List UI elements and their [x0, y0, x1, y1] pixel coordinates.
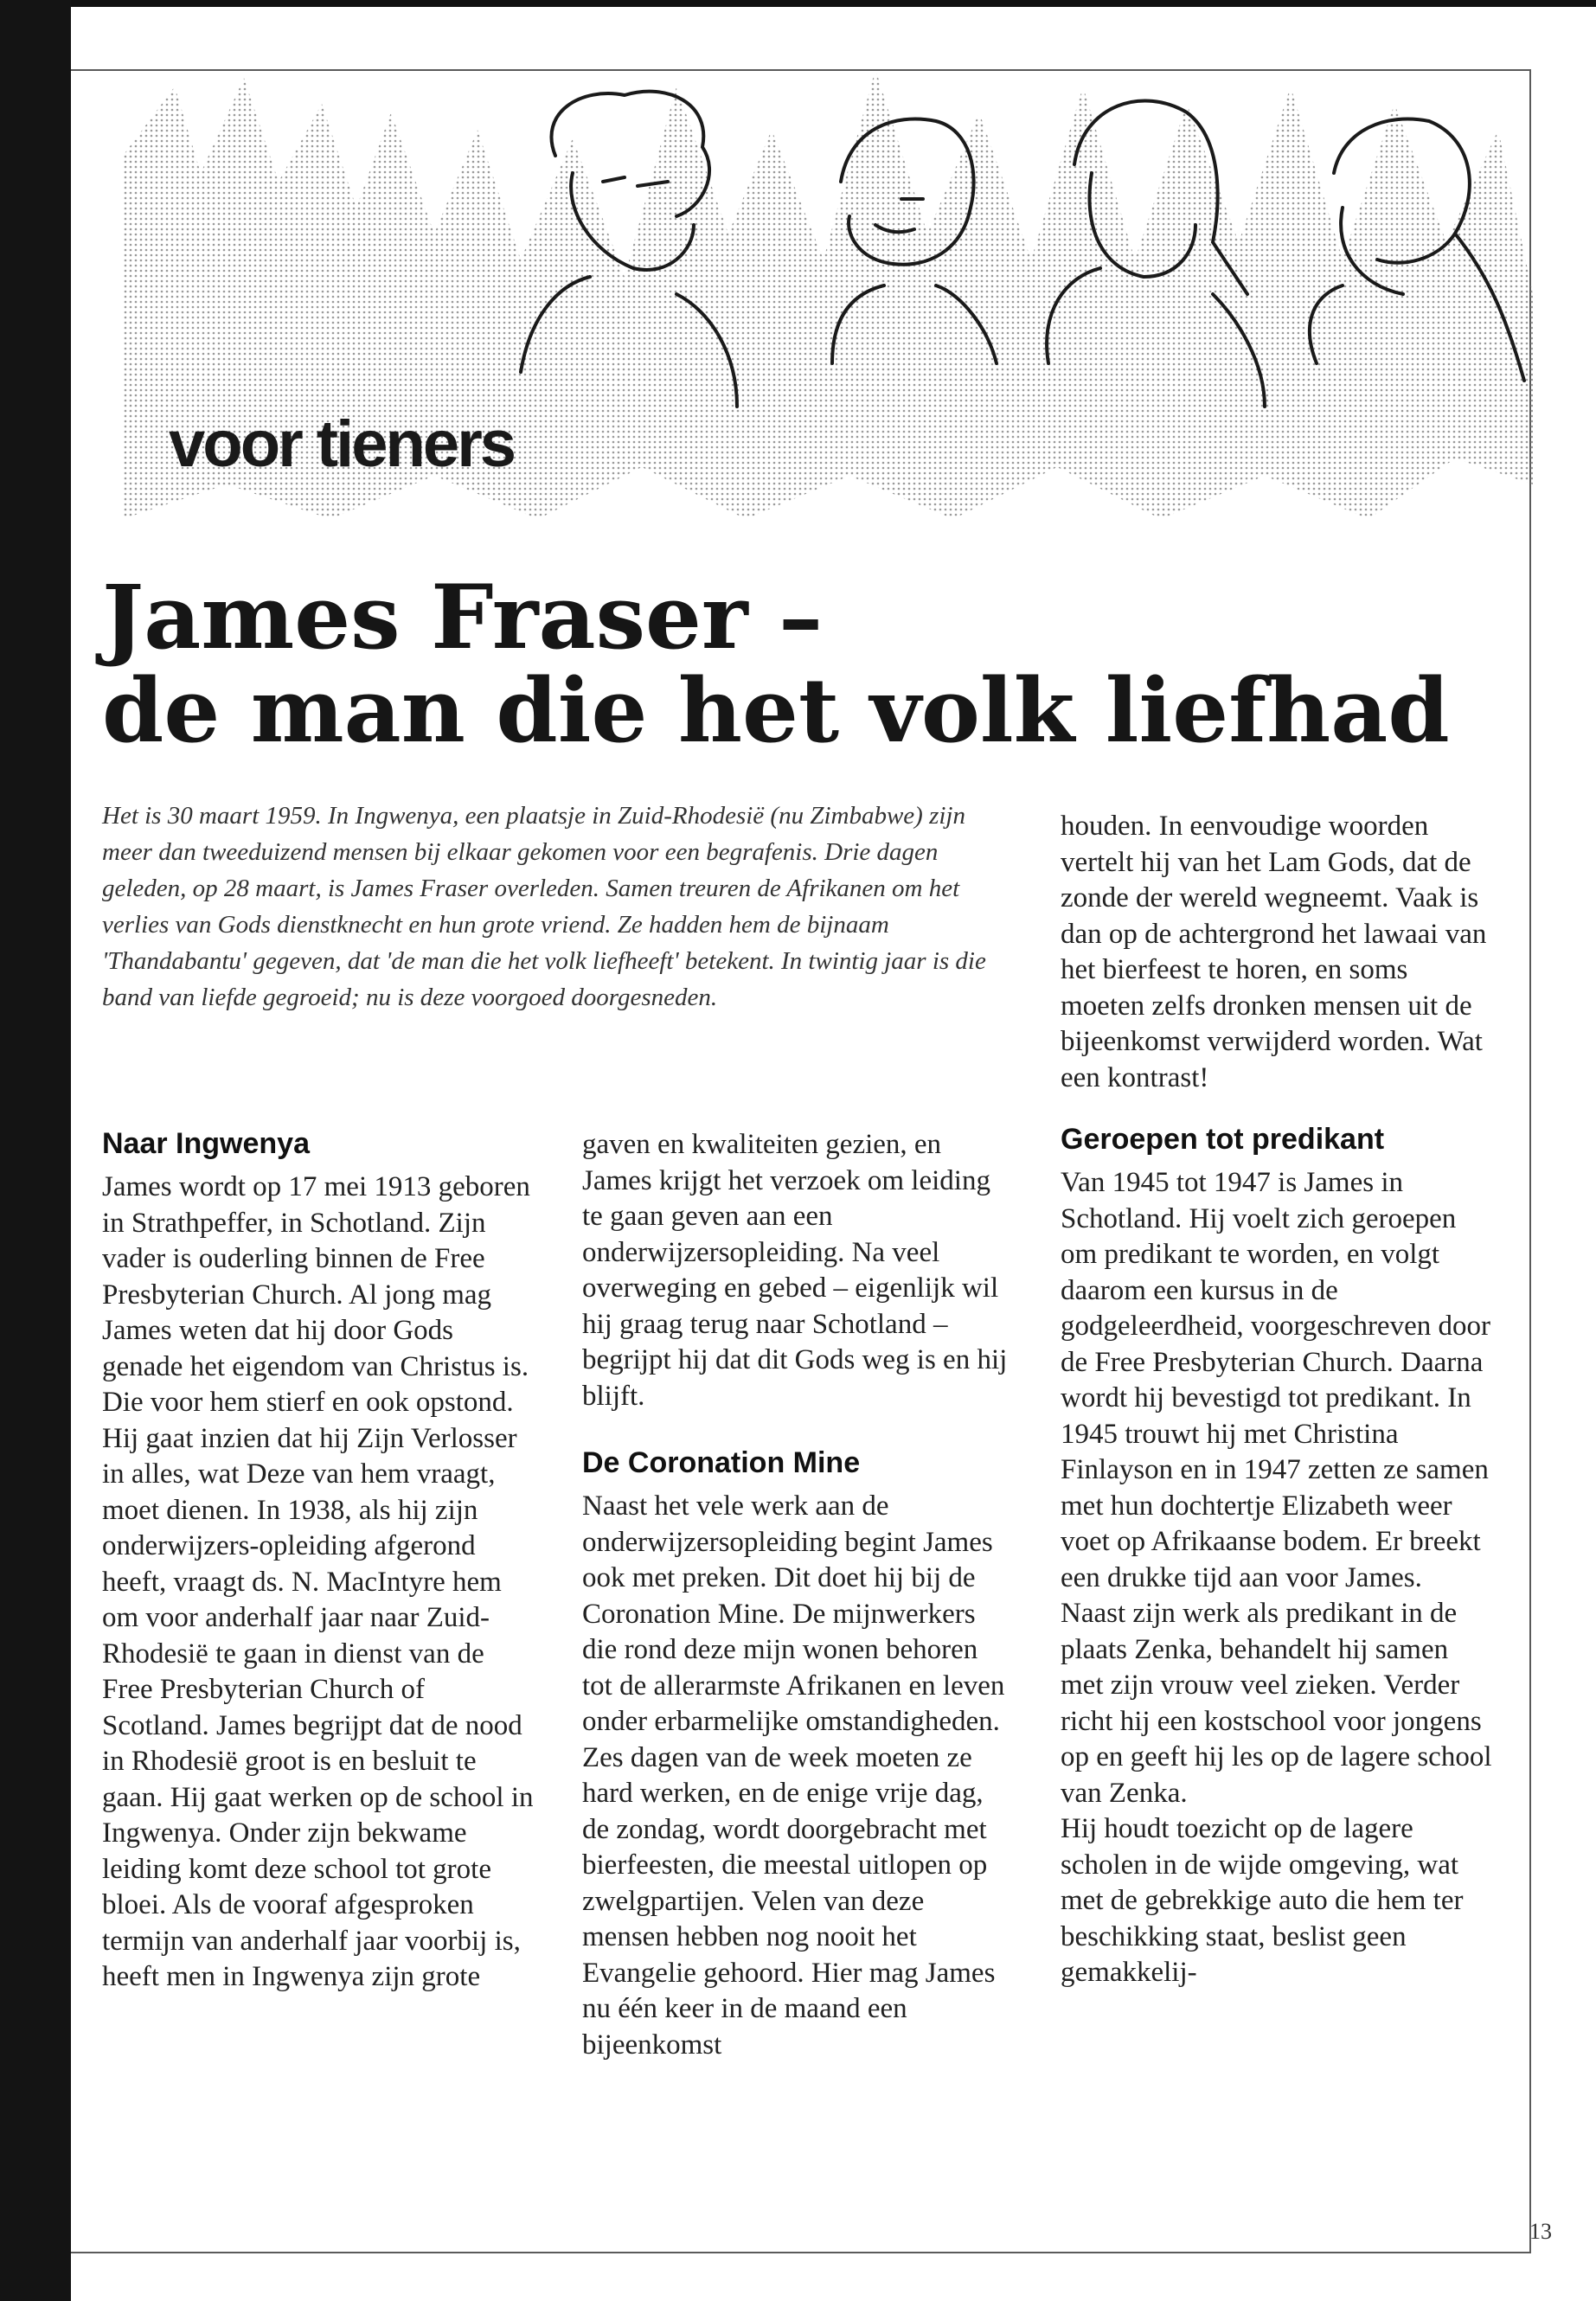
section3-body-p2: Hij houdt toezicht op de lagere scholen in de wijde omgeving, wat met de gebrekkige auto die hem ter beschikking staat, beslist geen gemakkelij-: [1061, 1813, 1464, 1988]
column-1: [102, 1125, 535, 1996]
section1-body: James wordt op 17 mei 1913 geboren in Strathpeffer, in Schotland. Zijn vader is ouderling binnen de Free Presbyterian Church. Al jong mag James weten dat hij door Gods genade het eigendom van Christus is. Die voor hem stierf en ook opstond. Hij gaat inzien dat hij Zijn Verlosser in alles, wat Deze van hem vraagt, moet dienen. In 1938, als hij zijn onderwijzers-opleiding afgerond heeft, vraagt ds. N. MacIntyre hem om voor anderhalf jaar naar Zuid-Rhodesië te gaan in dienst van de Free Presbyterian Church of Scotland. James begrijpt dat de nood in Rhodesië groot is en besluit te gaan. Hij gaat werken op de school in Ingwenya. Onder zijn bekwame leiding komt deze school tot grote bloei. Als de vooraf afgesproken termijn van anderhalf jaar voorbij is, heeft men in Ingwenya zijn grote: [102, 1171, 534, 1992]
title-line-2: de man die het volk liefhad: [102, 659, 1450, 763]
column-2: [582, 1127, 1015, 2063]
left-edge: [0, 0, 71, 2301]
section3-body-p1: Van 1945 tot 1947 is James in Schotland. Hij voelt zich geroepen om predikant te worden, en volgt daarom een kursus in de godgeleerdheid, voorgeschreven door de Free Presbyterian Church. Daarna wordt hij bevestigd tot predikant. In 1945 trouwt hij met Christina Finlayson en in 1947 zetten ze samen met hun dochtertje Elizabeth weer voet op Afrikaanse bodem. Er breekt een drukke tijd aan voor James. Naast zijn werk als predikant in de plaats Zenka, behandelt hij samen met zijn vrouw veel zieken. Verder richt hij een kostschool voor jongens op en geeft hij les op de lagere school van Zenka.: [1061, 1167, 1492, 1809]
section-heading-naar-ingwenya: Naar Ingwenya: [102, 1127, 310, 1160]
section-label: voor tieners: [169, 407, 515, 481]
title-line-1: James Fraser –: [102, 566, 824, 670]
column-3: [1061, 809, 1493, 1991]
page-number: 13: [1529, 2219, 1552, 2244]
section-heading-coronation-mine: De Coronation Mine: [582, 1446, 861, 1479]
top-edge: [0, 0, 1596, 7]
section-heading-geroepen: Geroepen tot predikant: [1061, 1123, 1385, 1156]
intro-paragraph: Het is 30 maart 1959. In Ingwenya, een plaatsje in Zuid-Rhodesië (nu Zimbabwe) zijn meer dan tweeduizend mensen bij elkaar gekomen voor een begrafenis. Drie dagen geleden, op 28 maart, is James Fraser overleden. Samen treuren de Afrikanen om het verlies van Gods dienstknecht en hun grote vriend. Ze hadden hem de bijnaam 'Thandabantu' gegeven, dat 'de man die het volk liefheeft' betekent. In twintig jaar is die band van liefde gegroeid; nu is deze voorgoed doorgesneden.: [102, 802, 986, 1011]
section1-continued: gaven en kwaliteiten gezien, en James krijgt het verzoek om leiding te gaan geven aan een onderwijzersopleiding. Na veel overweging en gebed – eigenlijk wil hij graag terug naar Schotland – begrijpt hij dat dit Gods weg is en hij blijft.: [582, 1129, 1008, 1412]
section2-continued: houden. In eenvoudige woorden vertelt hij van het Lam Gods, dat de zonde der wereld wegneemt. Vaak is dan op de achtergrond het lawaai van het bierfeest te horen, en soms moeten zelfs dronken mensen uit de bijeenkomst verwijderd worden. Wat een kontrast!: [1061, 811, 1487, 1093]
article-title: [102, 566, 1486, 763]
section2-body: Naast het vele werk aan de onderwijzersopleiding begint James ook met preken. Dit doet hij bij de Coronation Mine. De mijnwerkers die rond deze mijn wonen behoren tot de allerarmste Afrikanen en leven onder erbarmelijke omstandigheden. Zes dagen van de week moeten ze hard werken, en de enige vrije dag, de zondag, wordt doorgebracht met bierfeesten, die meestal uitlopen op zwelgpartijen. Velen van deze mensen hebben nog nooit het Evangelie gehoord. Hier mag James nu één keer in de maand een bijeenkomst: [582, 1490, 1005, 2061]
